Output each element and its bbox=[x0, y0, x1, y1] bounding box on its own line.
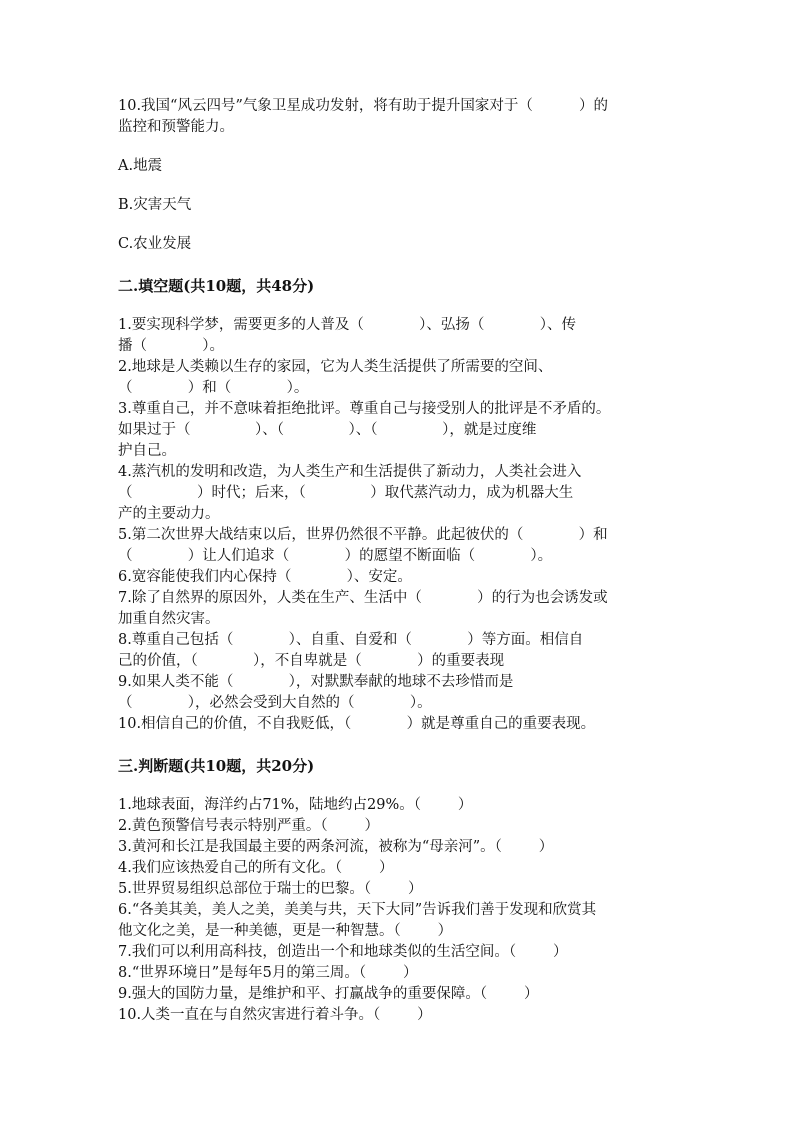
option-c: C.农业发展 bbox=[118, 236, 192, 252]
question-line: （ ），必然会受到大自然的（ ）。 bbox=[118, 695, 432, 711]
question-line: 10.人类一直在与自然灾害进行着斗争。（ ） bbox=[118, 1007, 432, 1023]
question-line: 他文化之美，是一种美德，更是一种智慧。（ ） bbox=[118, 923, 453, 939]
question-line: 产的主要动力。 bbox=[118, 506, 220, 522]
question-line: （ ）让人们追求（ ）的愿望不断面临（ ）。 bbox=[118, 548, 553, 564]
question-line: 1.地球表面，海洋约占71%，陆地约占29%。（ ） bbox=[118, 797, 473, 813]
question-line: 5.世界贸易组织总部位于瑞士的巴黎。（ ） bbox=[118, 881, 423, 897]
fill-blank-list bbox=[118, 315, 678, 735]
question-line: 7.除了自然界的原因外，人类在生产、生活中（ ）的行为也会诱发或 bbox=[118, 590, 608, 606]
section-fill-in-blanks bbox=[118, 275, 678, 735]
section-true-false bbox=[118, 755, 678, 1026]
question-stem-continued: 监控和预警能力。 bbox=[118, 119, 234, 135]
question-line: 1.要实现科学梦，需要更多的人普及（ ）、弘扬（ ）、传 bbox=[118, 317, 576, 333]
section-heading: 三.判断题(共10题，共20分) bbox=[118, 757, 315, 775]
question-line: 4.蒸汽机的发明和改造，为人类生产和生活提供了新动力，人类社会进入 bbox=[118, 464, 582, 480]
question-line: 如果过于（ ）、（ ）、（ ），就是过度维 bbox=[118, 422, 537, 438]
question-line: 8.“世界环境日”是每年5月的第三周。（ ） bbox=[118, 965, 418, 981]
question-line: 3.黄河和长江是我国最主要的两条河流，被称为“母亲河”。（ ） bbox=[118, 839, 554, 855]
question-line: 加重自然灾害。 bbox=[118, 611, 220, 627]
section-heading: 二.填空题(共10题，共48分) bbox=[118, 277, 315, 295]
question-line: 9.强大的国防力量，是维护和平、打赢战争的重要保障。（ ） bbox=[118, 986, 539, 1002]
question-line: 5.第二次世界大战结束以后，世界仍然很不平静。此起彼伏的（ ）和 bbox=[118, 527, 608, 543]
question-line: 2.地球是人类赖以生存的家园，它为人类生活提供了所需要的空间、 bbox=[118, 359, 553, 375]
option-b: B.灾害天气 bbox=[118, 197, 192, 213]
question-line: 6.宽容能使我们内心保持（ ）、安定。 bbox=[118, 569, 412, 585]
question-line: 6.“各美其美，美人之美，美美与共，天下大同”告诉我们善于发现和欣赏其 bbox=[118, 902, 597, 918]
question-line: 8.尊重自己包括（ ）、自重、自爱和（ ）等方面。相信自 bbox=[118, 632, 584, 648]
true-false-list bbox=[118, 795, 678, 1026]
option-a: A.地震 bbox=[118, 158, 163, 174]
question-line: 3.尊重自己，并不意味着拒绝批评。尊重自己与接受别人的批评是不矛盾的。 bbox=[118, 401, 611, 417]
question-stem: 10.我国“风云四号”气象卫星成功发射，将有助于提升国家对于（ ）的 bbox=[118, 98, 608, 114]
question-line: 10.相信自己的价值，不自我贬低，（ ）就是尊重自己的重要表现。 bbox=[118, 716, 596, 732]
question-10-multiple-choice bbox=[118, 96, 678, 255]
question-line: 2.黄色预警信号表示特别严重。（ ） bbox=[118, 818, 379, 834]
question-line: 己的价值，（ ），不自卑就是（ ）的重要表现 bbox=[118, 653, 505, 669]
question-line: （ ）和（ ）。 bbox=[118, 380, 309, 396]
question-line: 7.我们可以利用高科技，创造出一个和地球类似的生活空间。（ ） bbox=[118, 944, 568, 960]
question-line: （ ）时代；后来，（ ）取代蒸汽动力，成为机器大生 bbox=[118, 485, 574, 501]
question-line: 9.如果人类不能（ ），对默默奉献的地球不去珍惜而是 bbox=[118, 674, 514, 690]
question-line: 4.我们应该热爱自己的所有文化。（ ） bbox=[118, 860, 394, 876]
exam-page bbox=[118, 96, 678, 1026]
question-line: 播（ ）。 bbox=[118, 338, 225, 354]
question-line: 护自己。 bbox=[118, 443, 176, 459]
